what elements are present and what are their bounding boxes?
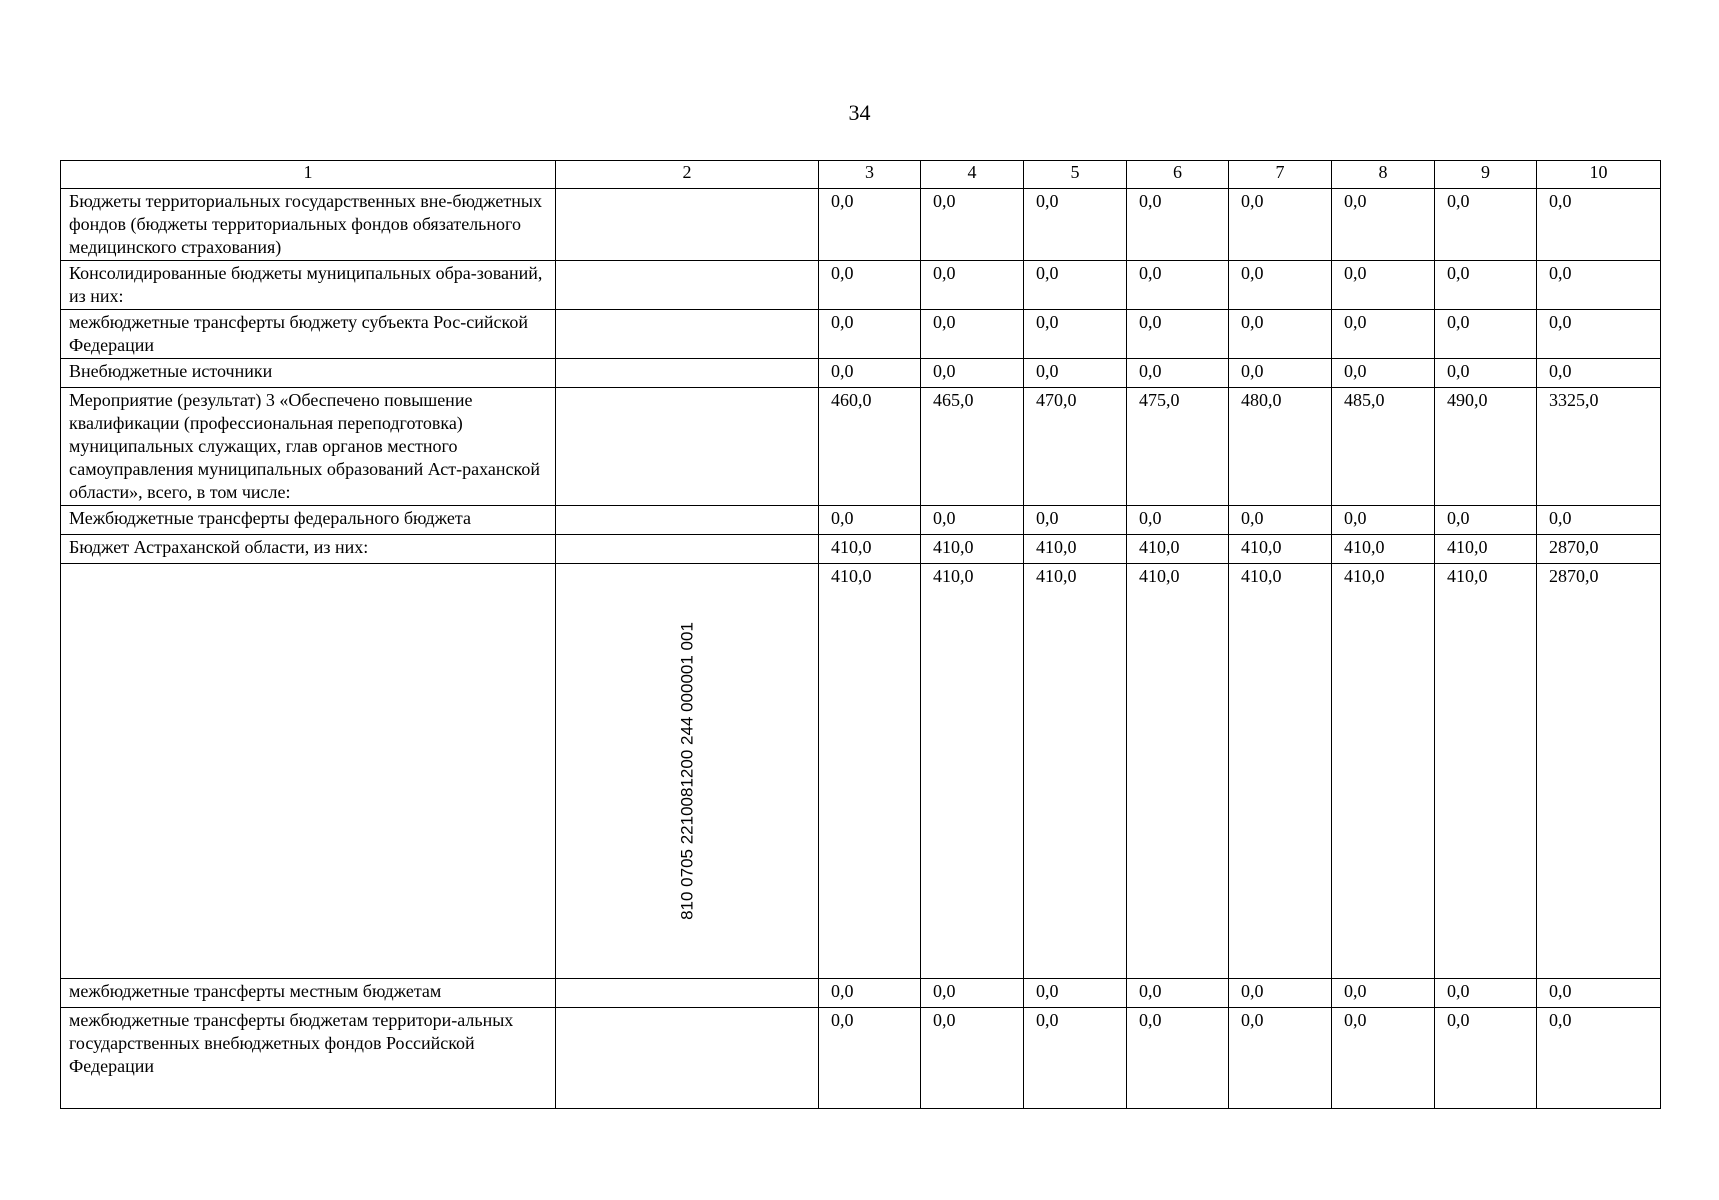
header-cell: 5 — [1024, 161, 1127, 189]
value-cell: 0,0 — [1127, 1008, 1229, 1109]
value-cell: 0,0 — [1435, 189, 1537, 261]
value-cell: 0,0 — [1332, 189, 1435, 261]
row-code — [556, 535, 819, 564]
value-cell: 485,0 — [1332, 388, 1435, 506]
table-row — [61, 388, 1661, 506]
row-code — [556, 506, 819, 535]
header-cell: 2 — [556, 161, 819, 189]
value-cell: 0,0 — [1435, 506, 1537, 535]
value-cell: 410,0 — [1332, 564, 1435, 979]
value-cell: 0,0 — [921, 1008, 1024, 1109]
header-cell: 4 — [921, 161, 1024, 189]
budget-table — [60, 160, 1661, 1109]
table-row — [61, 261, 1661, 310]
value-cell: 490,0 — [1435, 388, 1537, 506]
row-name: межбюджетные трансферты бюджетам территори-альных государственных внебюджетных фондов Российской Федерации — [61, 1008, 556, 1109]
value-cell: 0,0 — [921, 506, 1024, 535]
row-name: Бюджеты территориальных государственных вне-бюджетных фондов (бюджеты территориальных фондов обязательного медицинского страхования) — [61, 189, 556, 261]
table-row — [61, 564, 1661, 979]
row-code — [556, 564, 819, 979]
value-cell: 410,0 — [1229, 564, 1332, 979]
value-cell: 465,0 — [921, 388, 1024, 506]
value-cell: 0,0 — [921, 310, 1024, 359]
value-cell: 0,0 — [1229, 261, 1332, 310]
value-cell: 0,0 — [1024, 506, 1127, 535]
header-cell: 8 — [1332, 161, 1435, 189]
value-cell: 0,0 — [1332, 506, 1435, 535]
value-cell: 0,0 — [819, 261, 921, 310]
value-cell: 0,0 — [1332, 310, 1435, 359]
row-name: Межбюджетные трансферты федерального бюджета — [61, 506, 556, 535]
value-cell: 410,0 — [1127, 535, 1229, 564]
value-cell: 0,0 — [1229, 310, 1332, 359]
table-row — [61, 310, 1661, 359]
value-cell: 410,0 — [1435, 564, 1537, 979]
value-cell: 470,0 — [1024, 388, 1127, 506]
row-name: Мероприятие (результат) 3 «Обеспечено повышение квалификации (профессиональная переподготовка) муниципальных служащих, глав органов местного самоуправления муниципальных образований Аст-раханской области», всего, в том числе: — [61, 388, 556, 506]
row-name: Внебюджетные источники — [61, 359, 556, 388]
value-cell: 0,0 — [1024, 979, 1127, 1008]
value-cell: 3325,0 — [1537, 388, 1661, 506]
value-cell: 0,0 — [1537, 189, 1661, 261]
value-cell: 0,0 — [1332, 1008, 1435, 1109]
value-cell: 0,0 — [1332, 261, 1435, 310]
value-cell: 475,0 — [1127, 388, 1229, 506]
value-cell: 410,0 — [921, 535, 1024, 564]
value-cell: 0,0 — [1127, 261, 1229, 310]
value-cell: 410,0 — [1229, 535, 1332, 564]
header-row — [61, 161, 1661, 189]
value-cell: 0,0 — [1024, 189, 1127, 261]
header-cell: 6 — [1127, 161, 1229, 189]
row-code — [556, 359, 819, 388]
row-code — [556, 189, 819, 261]
value-cell: 0,0 — [921, 979, 1024, 1008]
table-row — [61, 1008, 1661, 1109]
value-cell: 410,0 — [921, 564, 1024, 979]
row-code — [556, 388, 819, 506]
value-cell: 0,0 — [1229, 189, 1332, 261]
row-code — [556, 1008, 819, 1109]
value-cell: 0,0 — [1127, 979, 1229, 1008]
value-cell: 0,0 — [1024, 310, 1127, 359]
value-cell: 0,0 — [1332, 359, 1435, 388]
value-cell: 0,0 — [1127, 359, 1229, 388]
value-cell: 0,0 — [1537, 979, 1661, 1008]
value-cell: 0,0 — [1537, 359, 1661, 388]
value-cell: 0,0 — [819, 506, 921, 535]
row-name — [61, 564, 556, 979]
value-cell: 0,0 — [1127, 189, 1229, 261]
value-cell: 0,0 — [1537, 310, 1661, 359]
value-cell: 0,0 — [1229, 1008, 1332, 1109]
value-cell: 0,0 — [1332, 979, 1435, 1008]
value-cell: 410,0 — [1435, 535, 1537, 564]
value-cell: 0,0 — [1024, 261, 1127, 310]
value-cell: 0,0 — [921, 261, 1024, 310]
value-cell: 460,0 — [819, 388, 921, 506]
row-name: межбюджетные трансферты бюджету субъекта Рос-сийской Федерации — [61, 310, 556, 359]
value-cell: 0,0 — [1537, 1008, 1661, 1109]
value-cell: 0,0 — [1537, 506, 1661, 535]
value-cell: 0,0 — [819, 359, 921, 388]
value-cell: 0,0 — [1127, 310, 1229, 359]
value-cell: 410,0 — [1024, 564, 1127, 979]
value-cell: 0,0 — [921, 359, 1024, 388]
table-row — [61, 359, 1661, 388]
row-name: Бюджет Астраханской области, из них: — [61, 535, 556, 564]
row-name: Консолидированные бюджеты муниципальных обра-зований, из них: — [61, 261, 556, 310]
value-cell: 410,0 — [1332, 535, 1435, 564]
value-cell: 0,0 — [1229, 359, 1332, 388]
table-row — [61, 506, 1661, 535]
value-cell: 2870,0 — [1537, 564, 1661, 979]
row-code — [556, 979, 819, 1008]
header-cell: 3 — [819, 161, 921, 189]
value-cell: 410,0 — [1024, 535, 1127, 564]
value-cell: 2870,0 — [1537, 535, 1661, 564]
value-cell: 0,0 — [819, 189, 921, 261]
value-cell: 0,0 — [921, 189, 1024, 261]
value-cell: 0,0 — [819, 1008, 921, 1109]
value-cell: 0,0 — [1024, 1008, 1127, 1109]
value-cell: 0,0 — [1024, 359, 1127, 388]
value-cell: 0,0 — [1435, 979, 1537, 1008]
value-cell: 410,0 — [1127, 564, 1229, 979]
value-cell: 0,0 — [1127, 506, 1229, 535]
table-row — [61, 189, 1661, 261]
table-row — [61, 535, 1661, 564]
value-cell: 0,0 — [819, 979, 921, 1008]
value-cell: 480,0 — [1229, 388, 1332, 506]
header-cell: 10 — [1537, 161, 1661, 189]
value-cell: 0,0 — [1229, 506, 1332, 535]
header-cell: 7 — [1229, 161, 1332, 189]
value-cell: 410,0 — [819, 535, 921, 564]
value-cell: 410,0 — [819, 564, 921, 979]
value-cell: 0,0 — [1435, 1008, 1537, 1109]
header-cell: 1 — [61, 161, 556, 189]
header-cell: 9 — [1435, 161, 1537, 189]
row-code — [556, 310, 819, 359]
value-cell: 0,0 — [1435, 261, 1537, 310]
value-cell: 0,0 — [1537, 261, 1661, 310]
budget-classification-code: 810 0705 2210081200 244 000001 001 — [677, 622, 697, 920]
table-row — [61, 979, 1661, 1008]
row-name: межбюджетные трансферты местным бюджетам — [61, 979, 556, 1008]
row-code — [556, 261, 819, 310]
value-cell: 0,0 — [1435, 310, 1537, 359]
value-cell: 0,0 — [1435, 359, 1537, 388]
value-cell: 0,0 — [819, 310, 921, 359]
value-cell: 0,0 — [1229, 979, 1332, 1008]
page-number: 34 — [848, 100, 871, 125]
